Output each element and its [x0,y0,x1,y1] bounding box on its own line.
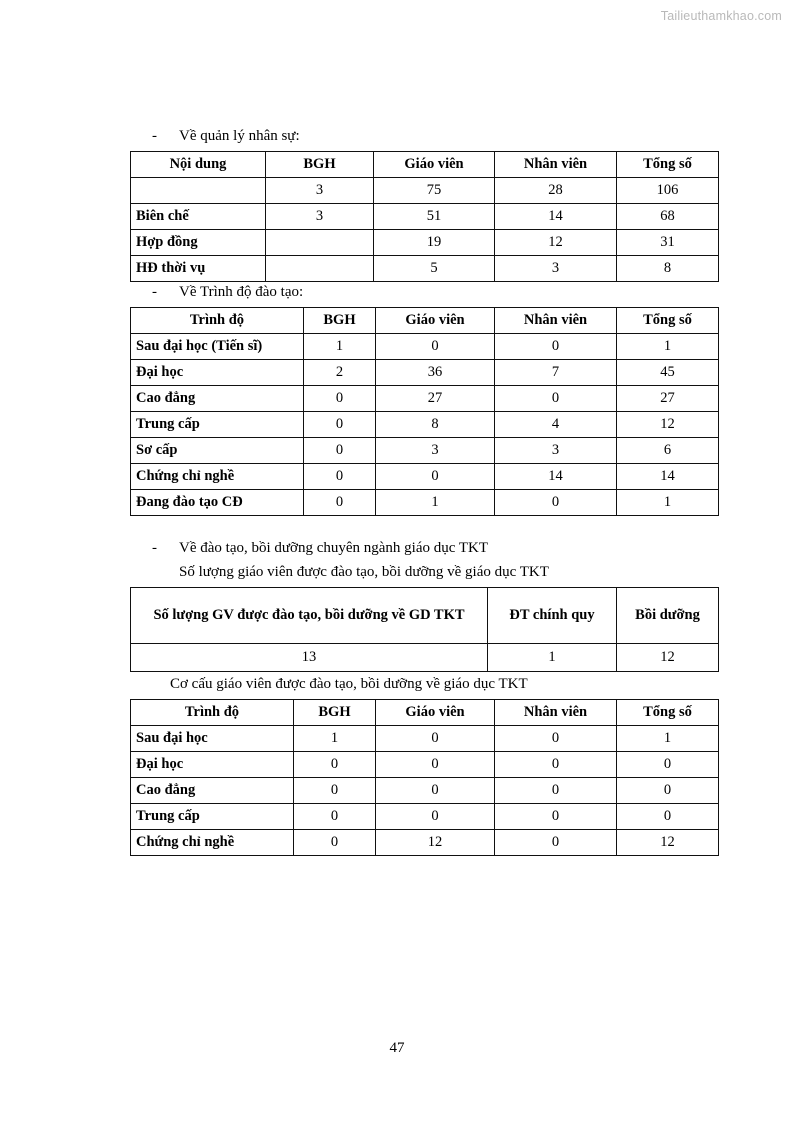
cell-value: 51 [374,203,495,229]
cell-value: 14 [495,463,617,489]
cell-value: 12 [617,829,719,855]
cell-value: 3 [495,255,617,281]
section-heading-text: Về đào tạo, bồi dưỡng chuyên ngành giáo dục TKT [179,539,489,556]
cell-value: 13 [131,644,488,672]
cell-value: 3 [266,177,374,203]
row-label: Sau đại học (Tiến sĩ) [131,333,304,359]
row-label [131,177,266,203]
cell-value: 0 [294,777,376,803]
table-row [131,177,719,203]
cell-value: 12 [495,229,617,255]
column-header: Nhân viên [495,151,617,177]
page-content [130,126,718,856]
column-header: Giáo viên [374,151,495,177]
column-header: Nội dung [131,151,266,177]
page-number: 47 [389,1040,405,1056]
cell-value: 0 [617,803,719,829]
table-row [131,644,719,672]
table-row [131,359,719,385]
cell-value: 1 [488,644,617,672]
cell-value: 0 [495,489,617,515]
column-header: Số lượng GV được đào tạo, bồi dưỡng về GD TKT [131,588,488,644]
row-label: Chứng chỉ nghề [131,463,304,489]
cell-value: 106 [617,177,719,203]
row-label: Trung cấp [131,411,304,437]
cell-value: 28 [495,177,617,203]
cell-value: 0 [495,751,617,777]
bullet-dash: - [152,128,157,144]
row-label: Đại học [131,751,294,777]
table-row [131,411,719,437]
cell-value: 7 [495,359,617,385]
cell-value: 0 [294,751,376,777]
section-heading-text: Về Trình độ đào tạo: [179,283,304,300]
table-row [131,751,719,777]
column-header: Giáo viên [376,699,495,725]
row-label: HĐ thời vụ [131,255,266,281]
cell-value: 19 [374,229,495,255]
cell-value: 0 [376,751,495,777]
watermark-text: Tailieuthamkhao.com [660,9,782,23]
cell-value: 0 [294,803,376,829]
table-row [131,829,719,855]
column-header: Tổng số [617,699,719,725]
cell-value: 75 [374,177,495,203]
cell-value [266,255,374,281]
column-header: Bồi dưỡng [617,588,719,644]
cell-value: 1 [617,725,719,751]
cell-value: 14 [617,463,719,489]
table-teacher-structure [130,699,719,856]
table-row [131,333,719,359]
cell-value [266,229,374,255]
table-header-row [131,699,719,725]
table-row [131,229,719,255]
cell-value: 1 [294,725,376,751]
column-header: Nhân viên [495,307,617,333]
cell-value: 0 [376,463,495,489]
column-header: Giáo viên [376,307,495,333]
cell-value: 3 [376,437,495,463]
cell-value: 0 [495,829,617,855]
cell-value: 0 [376,725,495,751]
cell-value: 4 [495,411,617,437]
table-education-level [130,307,719,516]
row-label: Chứng chỉ nghề [131,829,294,855]
cell-value: 0 [304,411,376,437]
cell-value: 0 [617,751,719,777]
cell-value: 0 [304,489,376,515]
cell-value: 0 [376,803,495,829]
section-subheading-text: Số lượng giáo viên được đào tạo, bồi dưỡng về giáo dục TKT [179,564,549,581]
cell-value: 5 [374,255,495,281]
cell-value: 0 [376,333,495,359]
table-header-row [131,588,719,644]
table-row [131,489,719,515]
column-header: Nhân viên [495,699,617,725]
table-header-row [131,307,719,333]
column-header: ĐT chính quy [488,588,617,644]
cell-value: 0 [495,803,617,829]
section-heading-personnel [130,126,718,148]
row-label: Đại học [131,359,304,385]
bullet-dash: - [152,283,157,300]
cell-value: 3 [266,203,374,229]
bullet-dash: - [152,539,157,556]
cell-value: 0 [617,777,719,803]
row-label: Sau đại học [131,725,294,751]
table-row [131,385,719,411]
cell-value: 27 [376,385,495,411]
cell-value: 12 [376,829,495,855]
cell-value: 0 [495,777,617,803]
column-header: Tổng số [617,151,719,177]
cell-value: 2 [304,359,376,385]
column-header: Trình độ [131,307,304,333]
cell-value: 1 [304,333,376,359]
section-heading-specialized-training [130,538,718,560]
cell-value: 1 [376,489,495,515]
table-row [131,255,719,281]
row-label: Biên chế [131,203,266,229]
table-header-row [131,151,719,177]
cell-value: 36 [376,359,495,385]
cell-value: 1 [617,333,719,359]
cell-value: 27 [617,385,719,411]
vertical-spacer [130,516,718,538]
table-row [131,803,719,829]
cell-value: 31 [617,229,719,255]
table-row [131,437,719,463]
row-label: Hợp đồng [131,229,266,255]
row-label: Đang đào tạo CĐ [131,489,304,515]
cell-value: 12 [617,411,719,437]
cell-value: 0 [495,725,617,751]
table-row [131,203,719,229]
section-heading-text: Về quản lý nhân sự: [179,128,300,144]
column-header: Tổng số [617,307,719,333]
table-row [131,725,719,751]
cell-value: 12 [617,644,719,672]
row-label: Trung cấp [131,803,294,829]
column-header: BGH [304,307,376,333]
cell-value: 0 [304,437,376,463]
cell-value: 0 [495,333,617,359]
section-heading-education-level [130,282,718,304]
column-header: BGH [294,699,376,725]
row-label: Cao đẳng [131,777,294,803]
cell-value: 1 [617,489,719,515]
cell-value: 0 [304,385,376,411]
row-label: Cao đẳng [131,385,304,411]
table-row [131,463,719,489]
cell-value: 3 [495,437,617,463]
cell-value: 14 [495,203,617,229]
cell-value: 0 [294,829,376,855]
table-trained-teacher-count [130,587,719,672]
row-label: Sơ cấp [131,437,304,463]
cell-value: 8 [376,411,495,437]
cell-value: 0 [304,463,376,489]
column-header: BGH [266,151,374,177]
cell-value: 0 [495,385,617,411]
column-header: Trình độ [131,699,294,725]
cell-value: 68 [617,203,719,229]
table-caption-teacher-structure: Cơ cấu giáo viên được đào tạo, bồi dưỡng về giáo dục TKT [170,676,528,692]
cell-value: 0 [376,777,495,803]
cell-value: 45 [617,359,719,385]
cell-value: 6 [617,437,719,463]
table-personnel-management [130,151,719,282]
table-row [131,777,719,803]
cell-value: 8 [617,255,719,281]
